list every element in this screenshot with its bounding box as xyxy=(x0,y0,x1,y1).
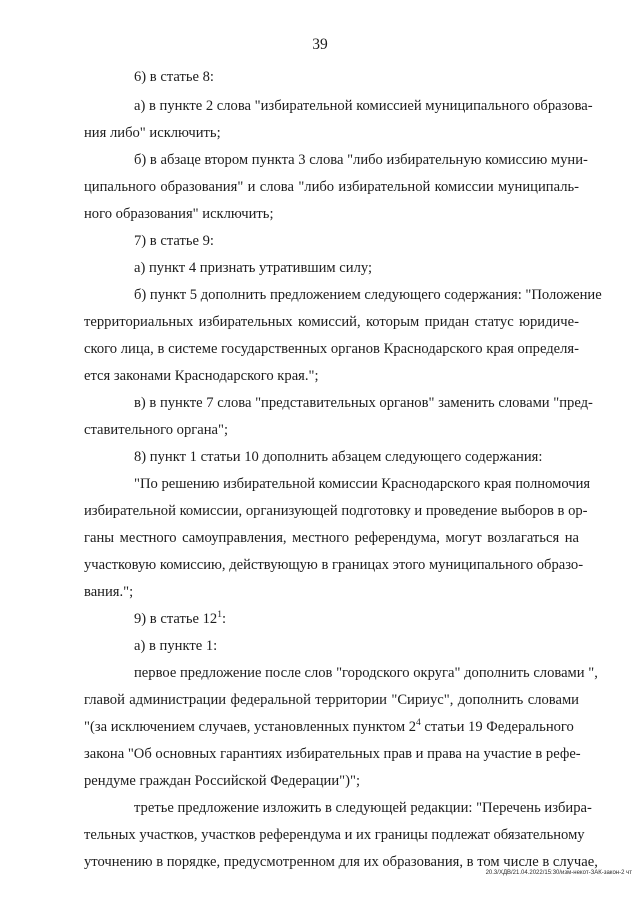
text-line: а) в пункте 1: xyxy=(134,638,218,654)
text-line: закона "Об основных гарантиях избирательных прав и права на участие в рефе- xyxy=(84,746,581,762)
text-line: рендуме граждан Российской Федерации")"; xyxy=(84,773,360,789)
text-line: б) пункт 5 дополнить предложением следующего содержания: "Положение xyxy=(134,287,602,303)
text-line: ния либо" исключить; xyxy=(84,125,221,141)
superscript: 4 xyxy=(416,718,421,728)
text-line: а) в пункте 2 слова "избирательной комиссией муниципального образова- xyxy=(134,98,593,114)
text-line: первое предложение после слов "городского округа" дополнить словами ", xyxy=(134,665,598,681)
text-line: б) в абзаце втором пункта 3 слова "либо избирательную комиссию муни- xyxy=(134,152,588,168)
text-line: участковую комиссию, действующую в границах этого муниципального образо- xyxy=(84,557,584,573)
page-number: 39 xyxy=(312,36,328,53)
document-footer-code: 20.3/XДB/21.04.2022/15:30/изм-некот-ЗАК-закон-2 чт xyxy=(485,870,632,876)
text-line: ганы местного самоуправления, местного референдума, могут возлагаться на xyxy=(84,530,579,546)
superscript: 1 xyxy=(217,610,222,620)
text-line: тельных участков, участков референдума и их границы подлежат обязательному xyxy=(84,827,585,843)
text-line: уточнению в порядке, предусмотренном для их образования, в том числе в случае, xyxy=(84,854,598,870)
text-line: 6) в статье 8: xyxy=(134,69,214,85)
text-line: избирательной комиссии, организующей подготовку и проведение выборов в ор- xyxy=(84,503,588,519)
text-line: ставительного органа"; xyxy=(84,422,229,438)
text-line: 7) в статье 9: xyxy=(134,233,214,249)
text-line: главой администрации федеральной территории "Сириус", дополнить словами xyxy=(84,692,579,708)
text-line: третье предложение изложить в следующей редакции: "Перечень избира- xyxy=(134,800,592,816)
text-fragment: : xyxy=(221,611,227,627)
text-fragment: статьи 19 Федерального xyxy=(420,719,574,735)
text-line: ципального образования" и слова "либо избирательной комиссии муниципаль- xyxy=(84,179,579,195)
text-line: вания."; xyxy=(84,584,134,600)
text-line: ется законами Краснодарского края."; xyxy=(84,368,319,384)
text-fragment: 9) в статье 12 xyxy=(134,611,218,627)
text-line: "По решению избирательной комиссии Краснодарского края полномочия xyxy=(134,476,591,492)
text-line: ского лица, в системе государственных органов Краснодарского края определя- xyxy=(84,341,579,357)
text-line: а) пункт 4 признать утратившим силу; xyxy=(134,260,373,276)
text-line: 8) пункт 1 статьи 10 дополнить абзацем следующего содержания: xyxy=(134,449,543,465)
text-line xyxy=(84,718,574,736)
text-line: ного образования" исключить; xyxy=(84,206,274,222)
text-line: в) в пункте 7 слова "представительных органов" заменить словами "пред- xyxy=(134,395,593,411)
text-fragment: "(за исключением случаев, установленных пунктом 2 xyxy=(84,719,416,735)
text-line: территориальных избирательных комиссий, которым придан статус юридиче- xyxy=(84,314,579,330)
text-line xyxy=(134,610,226,628)
